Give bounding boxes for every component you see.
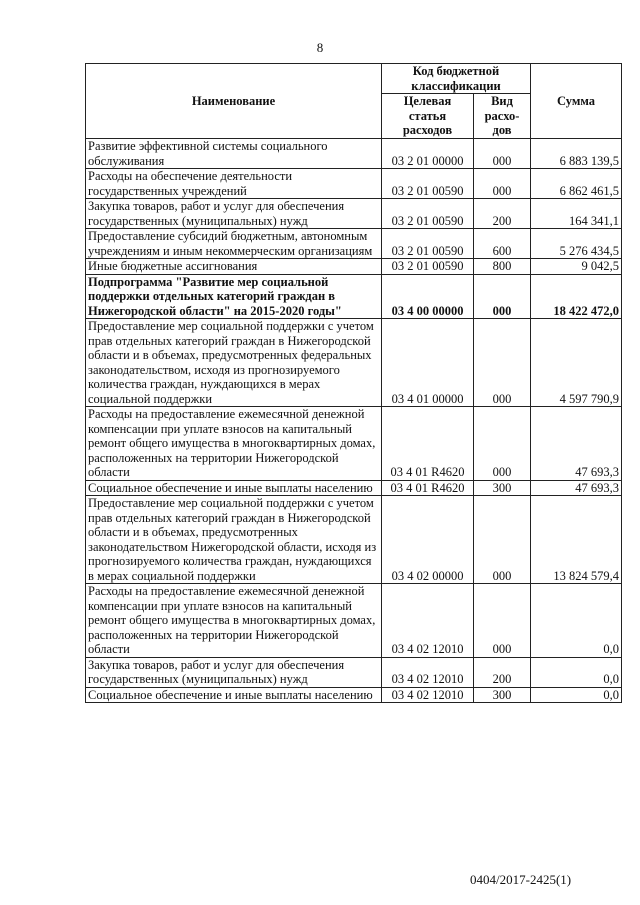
row-expense-type: 000 — [474, 139, 531, 169]
row-name: Социальное обеспечение и иные выплаты населению — [86, 687, 382, 703]
row-expense-type: 000 — [474, 169, 531, 199]
row-expense-type: 200 — [474, 657, 531, 687]
row-expense-type: 000 — [474, 407, 531, 481]
table-header — [86, 64, 622, 139]
header-name: Наименование — [86, 64, 382, 139]
row-sum: 6 862 461,5 — [531, 169, 622, 199]
row-target-article: 03 2 01 00590 — [382, 229, 474, 259]
row-expense-type: 300 — [474, 480, 531, 496]
row-expense-type: 600 — [474, 229, 531, 259]
row-target-article: 03 4 01 00000 — [382, 319, 474, 407]
row-name: Иные бюджетные ассигнования — [86, 259, 382, 275]
row-name: Предоставление мер социальной поддержки с учетом прав отдельных категорий граждан в Нижегородской области и в объемах, предусмотренных федеральных законодательством, исходя из прогнозируемого количества граждан, нуждающихся в мерах социальной поддержки — [86, 319, 382, 407]
document-code: 0404/2017-2425(1) — [470, 872, 572, 887]
row-target-article: 03 4 02 12010 — [382, 687, 474, 703]
row-target-article: 03 4 00 00000 — [382, 274, 474, 319]
header-code-group: Код бюджетной классификации — [382, 64, 531, 94]
row-expense-type: 000 — [474, 274, 531, 319]
row-sum: 9 042,5 — [531, 259, 622, 275]
row-target-article: 03 2 01 00000 — [382, 139, 474, 169]
row-target-article: 03 2 01 00590 — [382, 259, 474, 275]
row-sum: 5 276 434,5 — [531, 229, 622, 259]
table-row — [86, 319, 622, 407]
row-expense-type: 300 — [474, 687, 531, 703]
page-number: 8 — [316, 40, 324, 55]
row-sum: 0,0 — [531, 687, 622, 703]
row-sum: 18 422 472,0 — [531, 274, 622, 319]
row-name: Закупка товаров, работ и услуг для обеспечения государственных (муниципальных) нужд — [86, 657, 382, 687]
row-name: Развитие эффективной системы социального обслуживания — [86, 139, 382, 169]
table-row — [86, 199, 622, 229]
row-sum: 47 693,3 — [531, 480, 622, 496]
row-expense-type: 000 — [474, 584, 531, 658]
row-target-article: 03 4 01 R4620 — [382, 480, 474, 496]
row-target-article: 03 2 01 00590 — [382, 199, 474, 229]
table-body — [86, 139, 622, 703]
header-target-article: Целевая статья расходов — [382, 94, 474, 139]
table-row — [86, 407, 622, 481]
table-row — [86, 496, 622, 584]
row-sum: 0,0 — [531, 657, 622, 687]
table-row — [86, 139, 622, 169]
row-target-article: 03 4 01 R4620 — [382, 407, 474, 481]
table-row — [86, 657, 622, 687]
row-sum: 13 824 579,4 — [531, 496, 622, 584]
header-expense-type: Вид расхо-дов — [474, 94, 531, 139]
row-target-article: 03 4 02 00000 — [382, 496, 474, 584]
row-target-article: 03 4 02 12010 — [382, 657, 474, 687]
row-name: Предоставление мер социальной поддержки с учетом прав отдельных категорий граждан в Нижегородской области и в объемах, предусмотренных законодательством Нижегородской области, исходя из прогнозируемого количества граждан, нуждающихся в мерах социальной поддержки — [86, 496, 382, 584]
row-sum: 47 693,3 — [531, 407, 622, 481]
table-row — [86, 687, 622, 703]
row-name: Расходы на предоставление ежемесячной денежной компенсации при уплате взносов на капитальный ремонт общего имущества в многоквартирных домах, расположенных на территории Нижегородской области — [86, 407, 382, 481]
row-expense-type: 200 — [474, 199, 531, 229]
table-row — [86, 584, 622, 658]
row-sum: 0,0 — [531, 584, 622, 658]
table-row — [86, 274, 622, 319]
table-row — [86, 229, 622, 259]
budget-table — [85, 63, 622, 703]
row-expense-type: 000 — [474, 319, 531, 407]
row-expense-type: 000 — [474, 496, 531, 584]
row-name: Подпрограмма "Развитие мер социальной поддержки отдельных категорий граждан в Нижегородской области" на 2015-2020 годы" — [86, 274, 382, 319]
row-expense-type: 800 — [474, 259, 531, 275]
row-sum: 4 597 790,9 — [531, 319, 622, 407]
row-name: Социальное обеспечение и иные выплаты населению — [86, 480, 382, 496]
row-name: Предоставление субсидий бюджетным, автономным учреждениям и иным некоммерческим организациям — [86, 229, 382, 259]
row-name: Закупка товаров, работ и услуг для обеспечения государственных (муниципальных) нужд — [86, 199, 382, 229]
header-sum: Сумма — [531, 64, 622, 139]
row-sum: 6 883 139,5 — [531, 139, 622, 169]
row-target-article: 03 2 01 00590 — [382, 169, 474, 199]
table-row — [86, 169, 622, 199]
row-name: Расходы на обеспечение деятельности государственных учреждений — [86, 169, 382, 199]
table-row — [86, 480, 622, 496]
row-name: Расходы на предоставление ежемесячной денежной компенсации при уплате взносов на капитальный ремонт общего имущества в многоквартирных домах, расположенных на территории Нижегородской области — [86, 584, 382, 658]
table-row — [86, 259, 622, 275]
row-sum: 164 341,1 — [531, 199, 622, 229]
row-target-article: 03 4 02 12010 — [382, 584, 474, 658]
